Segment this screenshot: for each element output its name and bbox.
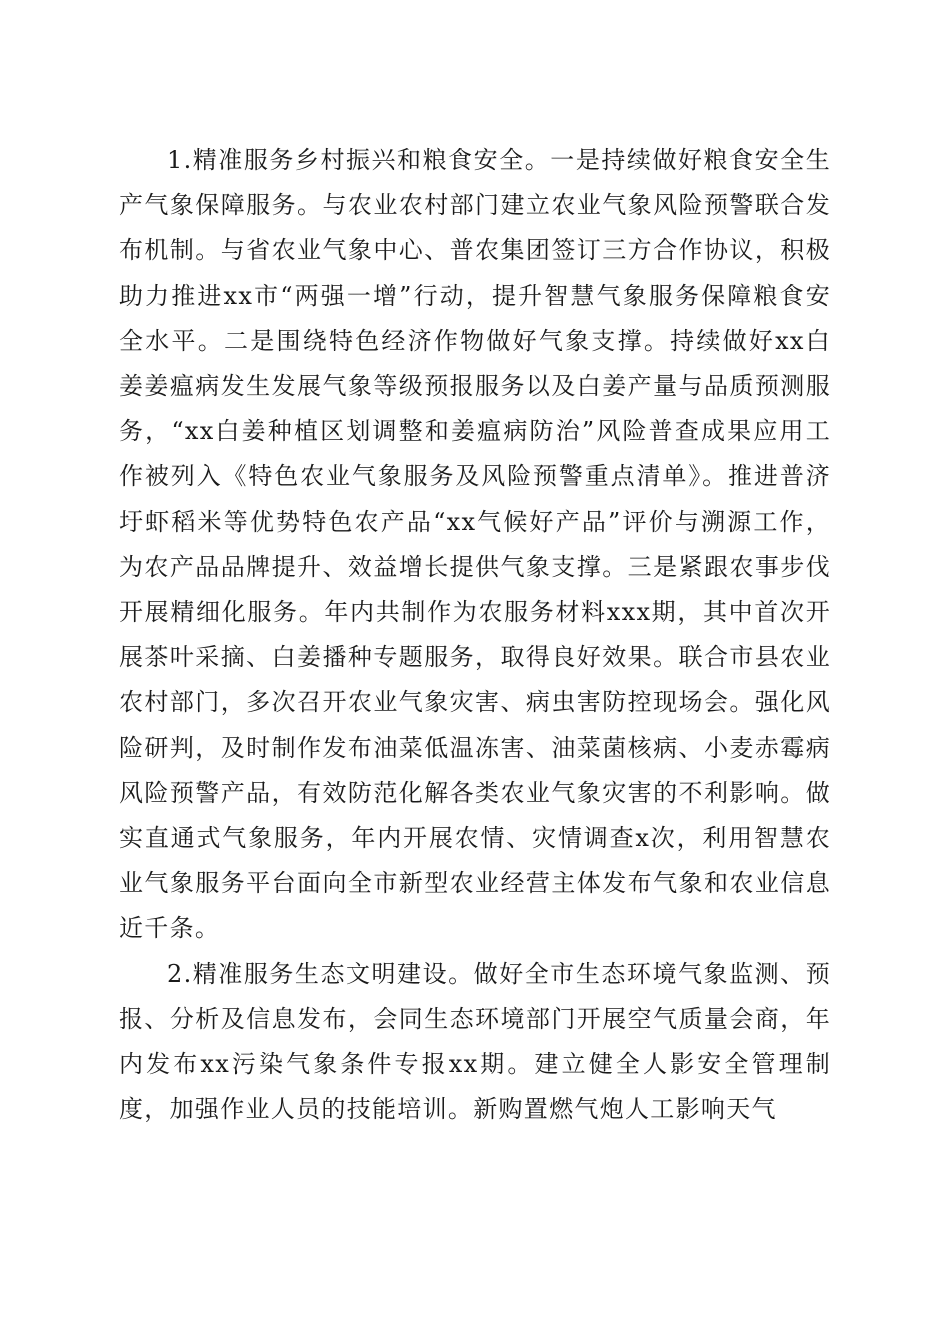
paragraph-agriculture-service: 1.精准服务乡村振兴和粮食安全。一是持续做好粮食安全生产气象保障服务。与农业农村部门建立农业气象风险预警联合发布机制。与省农业气象中心、普农集团签订三方合作协议，积极助力推进xx市“两强一增”行动，提升智慧气象服务保障粮食安全水平。二是围绕特色经济作物做好气象支撑。持续做好xx白姜姜瘟病发生发展气象等级预报服务以及白姜产量与品质预测服务，“xx白姜种植区划调整和姜瘟病防治”风险普查成果应用工作被列入《特色农业气象服务及风险预警重点清单》。推进普济圩虾稻米等优势特色农产品“xx气候好产品”评价与溯源工作，为农产品品牌提升、效益增长提供气象支撑。三是紧跟农事步伐开展精细化服务。年内共制作为农服务材料xxx期，其中首次开展茶叶采摘、白姜播种专题服务，取得良好效果。联合市县农业农村部门，多次召开农业气象灾害、病虫害防控现场会。强化风险研判，及时制作发布油菜低温冻害、油菜菌核病、小麦赤霉病风险预警产品，有效防范化解各类农业气象灾害的不利影响。做实直通式气象服务，年内开展农情、灾情调查x次，利用智慧农业气象服务平台面向全市新型农业经营主体发布气象和农业信息近千条。 [119, 146, 831, 943]
paragraph-ecology-service: 2.精准服务生态文明建设。做好全市生态环境气象监测、预报、分析及信息发布，会同生态环境部门开展空气质量会商，年内发布xx污染气象条件专报xx期。建立健全人影安全管理制度，加强作业人员的技能培训。新购置燃气炮人工影响天气 [119, 959, 831, 1124]
document-body [119, 138, 831, 1132]
